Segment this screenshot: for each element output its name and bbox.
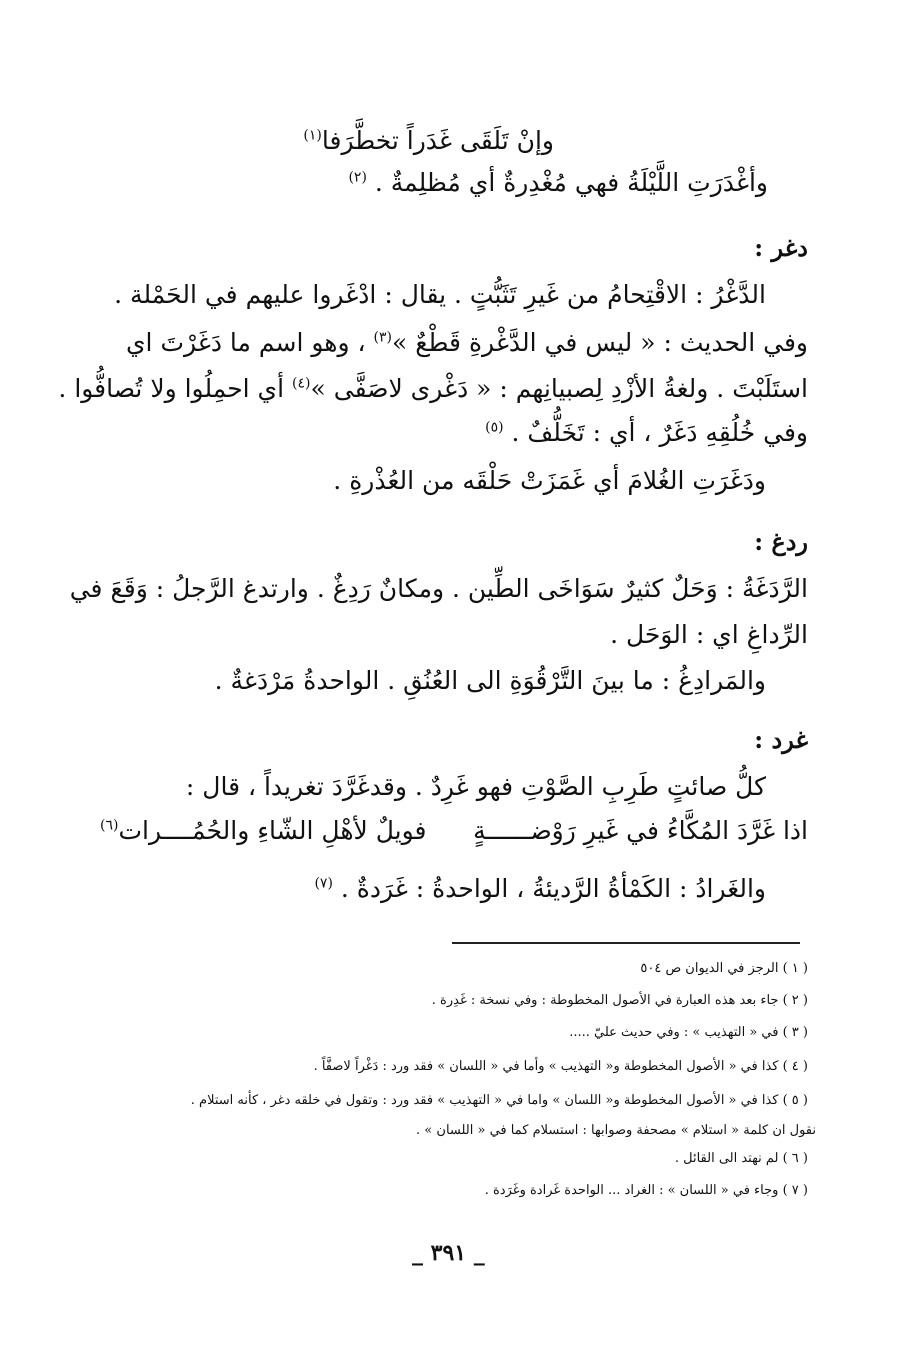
footnote: ( ٧ ) وجاء في « اللسان » : الغراد ... الواحدة غَرادة وغَرَدة . bbox=[484, 1183, 808, 1198]
entry-line: كلُّ صائتٍ طَرِبِ الصَّوْتِ فهو غَرِدٌ . وقدغَرَّدَ تغريداً ، قال : bbox=[185, 772, 766, 801]
verse-line-1 bbox=[303, 128, 554, 153]
footnote: ( ٦ ) لم نهتد الى القائل . bbox=[674, 1151, 808, 1166]
verse-line-2 bbox=[348, 170, 768, 195]
footnote-divider bbox=[452, 942, 800, 944]
footnote-ref: (٤) bbox=[292, 375, 311, 392]
footnote: ( ١ ) الرجز في الديوان ص ٥٠٤ bbox=[640, 961, 808, 976]
entry-heading-rdgh: ردغ : bbox=[754, 527, 808, 556]
footnote: ( ٤ ) كذا في « الأصول المخطوطة و« التهذيب » وأما في « اللسان » فقد ورد : دَغْراً لاصفَّاً . bbox=[313, 1059, 808, 1074]
footnote-ref: (١) bbox=[303, 127, 322, 144]
entry-line-text: استَلَبْتَ . ولغةُ الأزْدِ لِصبيانِهم : « دَغْرى لاصَفَّى » bbox=[310, 374, 808, 403]
entry-heading-ghrd: غرد : bbox=[754, 725, 808, 754]
footnote-ref: (٧) bbox=[314, 875, 333, 892]
footnote: ( ٢ ) جاء بعد هذه العبارة في الأصول المخطوطة : وفي نسخة : غَدِرة . bbox=[431, 993, 808, 1008]
entry-line: الدَّغْرُ : الاقْتِحامُ من غَيرِ تَثَبُّتٍ . يقال : ادْغَروا عليهم في الحَمْلة . bbox=[114, 280, 766, 309]
footnote-ref: (٢) bbox=[348, 169, 367, 186]
entry-line-text: وفي خُلُقِهِ دَغَرٌ ، أي : تَخَلُّفٌ . bbox=[511, 418, 808, 447]
entry-line: والمَرادِغُ : ما بينَ التَّرْقُوَةِ الى العُنُقِ . الواحدةُ مَرْدَغةٌ . bbox=[214, 666, 766, 695]
verse-hemistich-right: اذا غَرَّدَ المُكَّاءُ في غَيرِ رَوْضــــــةٍ bbox=[473, 816, 808, 845]
footnote-ref: (٥) bbox=[485, 419, 504, 436]
verse-hemistich-left bbox=[100, 816, 426, 845]
entry-line bbox=[126, 330, 808, 355]
verse-hemistich-left-text: فويلٌ لأهْلِ الشّاءِ والحُمُــــرات bbox=[118, 816, 427, 845]
entry-line: الرَّدَغَةُ : وَحَلٌ كثيرٌ سَوَاخَى الطِّين . ومكانٌ رَدِغٌ . وارتدغ الرَّجلُ : وَقَعَ في bbox=[69, 574, 808, 603]
verse-line-1-text: وإنْ تَلَقَى غَدَراً تخطَّرَفا bbox=[321, 126, 554, 155]
footnote: ( ٥ ) كذا في « الأصول المخطوطة و« اللسان » واما في « التهذيب » فقد ورد : وتقول في خلقه دغر ، كأنه استلام . bbox=[190, 1093, 808, 1108]
entry-line-text: وفي الحديث : « ليس في الدَّغْرةِ قَطْعٌ » bbox=[391, 328, 808, 357]
footnote-ref: (٣) bbox=[373, 329, 392, 346]
entry-line-text: والغَرادُ : الكَمْأةُ الرَّديئةُ ، الواحدةُ : غَرَدةٌ . bbox=[340, 874, 766, 903]
entry-heading-dghr: دغر : bbox=[754, 233, 808, 262]
verse-line-2-text: وأغْدَرَتِ اللَّيْلَةُ فهي مُغْدِرةٌ أي مُظلِمةٌ . bbox=[374, 168, 768, 197]
entry-line: ودَغَرَتِ الغُلامَ أي غَمَزَتْ حَلْقَه من العُذْرةِ . bbox=[333, 466, 766, 495]
entry-line: الرِّداغِ اي : الوَحَل . bbox=[610, 620, 808, 649]
page-number: _ ٣٩١ _ bbox=[412, 1240, 485, 1266]
entry-line bbox=[485, 420, 808, 445]
footnote-ref: (٦) bbox=[100, 817, 119, 834]
footnote: نقول ان كلمة « استلام » مصحفة وصوابها : استسلام كما في « اللسان » . bbox=[416, 1123, 816, 1138]
entry-line-text: ، وهو اسم ما دَغَرْتَ اي bbox=[125, 328, 366, 357]
footnote: ( ٣ ) في « التهذيب » : وفي حديث عليّ ..... bbox=[569, 1025, 808, 1040]
entry-line bbox=[58, 376, 808, 401]
entry-line bbox=[314, 876, 766, 901]
entry-line-text: أي احمِلُوا ولا تُصافُّوا . bbox=[58, 374, 285, 403]
